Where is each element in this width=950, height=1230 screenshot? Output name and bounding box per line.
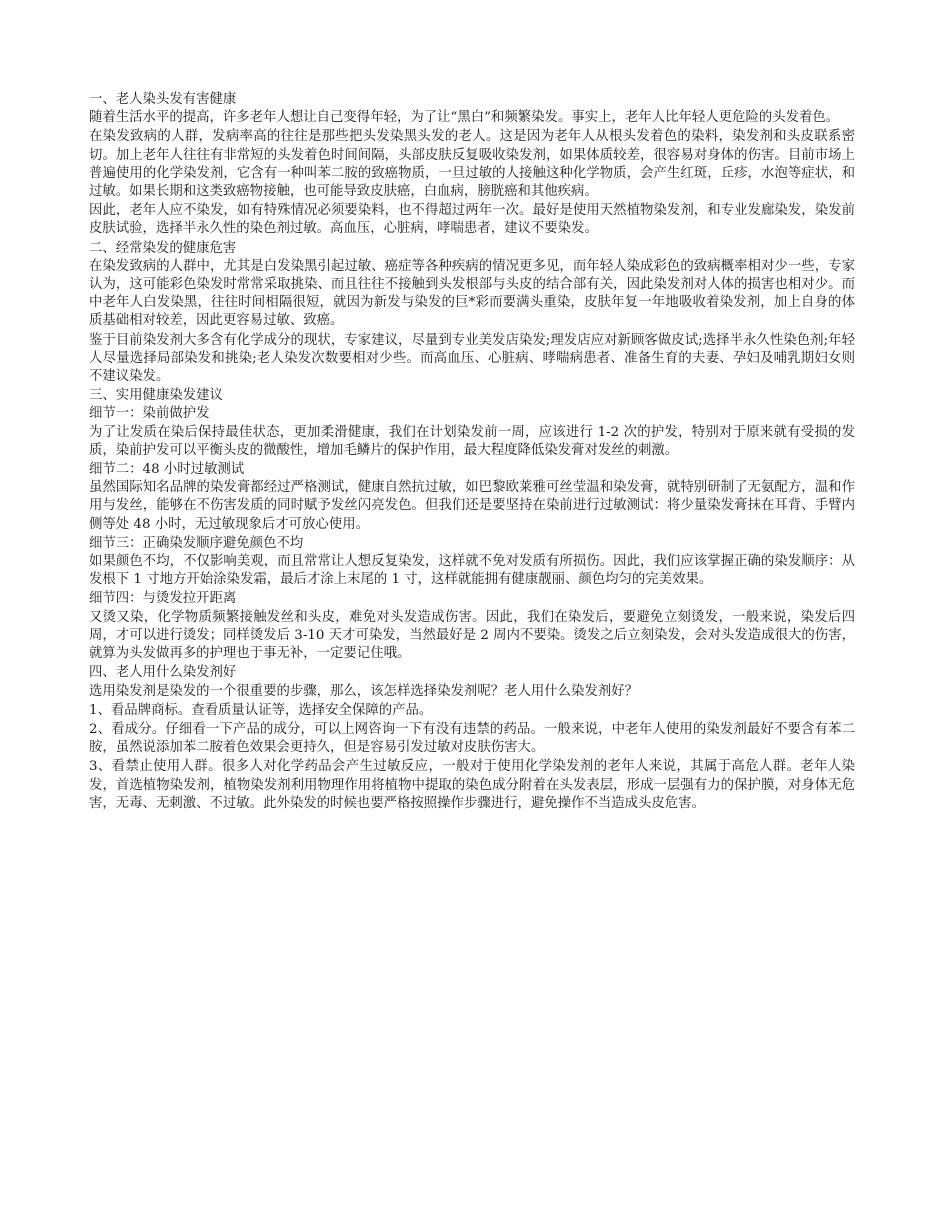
detail-text-4: 又烫又染，化学物质频繁接触发丝和头皮，难免对头发造成伤害。因此，我们在染发后，要避免立刻烫发，一般来说，染发后四周，才可以进行烫发；同样烫发后 3-10 天才可染发，当然最好是 2 周内不要染。烫发之后立刻染发，会对头发造成很大的伤害，就算为头发做再多的护理也于事无补，一定要记住哦。 xyxy=(89,609,855,662)
paragraph: 在染发致病的人群中，尤其是白发染黑引起过敏、癌症等各种疾病的情况更多见，而年轻人染成彩色的致病概率相对少一些，专家认为，这可能彩色染发时常常采取挑染、而且往往不接触到头发根部与头皮的结合部有关，因此染发剂对人体的损害也相对少。而中老年人白发染黑，往往时间相隔很短，就因为新发与染发的巨*彩而要满头重染，皮肤年复一年地吸收着染发剂，加上自身的体质基础相对较差，因此更容易过敏、致癌。 xyxy=(89,258,855,329)
detail-text-2: 虽然国际知名品牌的染发膏都经过严格测试，健康自然抗过敏，如巴黎欧莱雅可丝莹温和染发膏，就特别研制了无氨配方，温和作用与发丝，能够在不伤害发质的同时赋予发丝闪亮发色。但我们还是要坚持在染前进行过敏测试：将少量染发膏抹在耳背、手臂内侧等处 48 小时，无过敏现象后才可放心使用。 xyxy=(89,480,855,532)
document-body xyxy=(89,91,855,814)
detail-title-1: 细节一：染前做护发 xyxy=(89,406,210,422)
list-item: 1、看品牌商标。查看质量认证等，选择安全保障的产品。 xyxy=(89,702,433,718)
detail-title-4: 细节四：与烫发拉开距离 xyxy=(89,591,237,607)
section-heading-1: 一、老人染头发有害健康 xyxy=(89,92,237,107)
paragraph: 选用染发剂是染发的一个很重要的步骤，那么，该怎样选择染发剂呢？老人用什么染发剂好？ xyxy=(89,683,639,699)
paragraph: 在染发致病的人群，发病率高的往往是那些把头发染黑头发的老人。这是因为老年人从根头发着色的染料，染发剂和头皮联系密切。加上老年人往往有非常短的头发着色时间间隔，头部皮肤反复吸收染发剂，如果体质较差，很容易对身体的伤害。目前市场上普遍使用的化学染发剂，它含有一种叫苯二胺的致癌物质，一旦过敏的人接触这种化学物质，会产生红斑，丘疹，水泡等症状，和过敏。如果长期和这类致癌物接触，也可能导致皮肤癌，白血病，膀胱癌和其他疾病。 xyxy=(89,129,855,200)
detail-title-3: 细节三：正确染发顺序避免颜色不均 xyxy=(89,535,304,551)
section-heading-4: 四、老人用什么染发剂好 xyxy=(89,665,237,681)
list-item: 3、看禁止使用人群。很多人对化学药品会产生过敏反应，一般对于使用化学染发剂的老年人来说，其属于高危人群。老年人染发，首选植物染发剂，植物染发剂利用物理作用将植物中提取的染色成分附着在头发表层，形成一层强有力的保护膜，对身体无危害，无毒、无刺激、不过敏。此外染发的时候也要严格按照操作步骤进行，避免操作不当造成头皮危害。 xyxy=(89,759,855,811)
paragraph: 鉴于目前染发剂大多含有化学成分的现状，专家建议，尽量到专业美发店染发;理发店应对新顾客做皮试;选择半永久性染色剂;年轻人尽量选择局部染发和挑染;老人染发次数要相对少些。而高血压、心脏病、哮喘病患者、准备生育的夫妻、孕妇及哺乳期妇女则不建议染发。 xyxy=(89,332,855,385)
section-heading-2: 二、经常染发的健康危害 xyxy=(89,240,237,256)
detail-text-3: 如果颜色不均，不仅影响美观，而且常常让人想反复染发，这样就不免对发质有所损伤。因此，我们应该掌握正确的染发顺序：从发根下 1 寸地方开始涂染发霜，最后才涂上末尾的 1 寸，这样就能拥有健康靓丽、颜色均匀的完美效果。 xyxy=(89,554,855,588)
list-item: 2、看成分。仔细看一下产品的成分，可以上网咨询一下有没有违禁的药品。一般来说，中老年人使用的染发剂最好不要含有苯二胺，虽然说添加苯二胺着色效果会更持久，但是容易引发过敏对皮肤伤害大。 xyxy=(89,721,855,756)
paragraph: 随着生活水平的提高，许多老年人想让自己变得年轻，为了让“黑白”和频繁染发。事实上，老年人比年轻人更危险的头发着色。 xyxy=(89,110,840,126)
detail-text-1: 为了让发质在染后保持最佳状态，更加柔滑健康，我们在计划染发前一周，应该进行 1-2 次的护发，特别对于原来就有受损的发质，染前护发可以平衡头皮的微酸性，增加毛鳞片的保护作用，最大程度降低染发膏对发丝的刺激。 xyxy=(89,424,855,458)
detail-title-2: 细节二：48 小时过敏测试 xyxy=(89,462,245,478)
section-heading-3: 三、实用健康染发建议 xyxy=(89,388,223,404)
paragraph: 因此，老年人应不染发，如有特殊情况必须要染料，也不得超过两年一次。最好是使用天然植物染发剂，和专业发廊染发，染发前皮肤试验，选择半永久性的染色剂过敏。高血压，心脏病，哮喘患者，建议不要染发。 xyxy=(89,203,855,237)
